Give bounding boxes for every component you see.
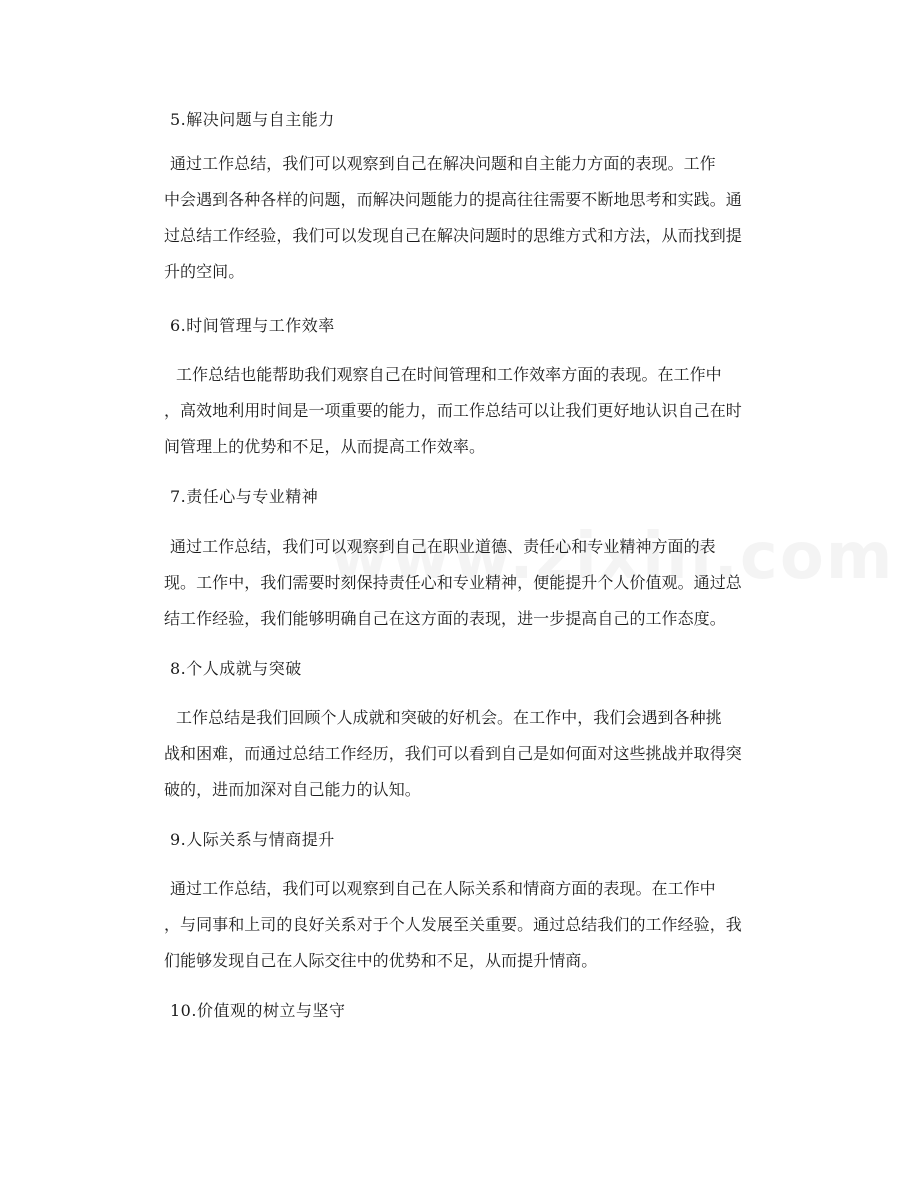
section-heading-10: 10.价值观的树立与坚守	[170, 1001, 346, 1020]
paragraph-line: 结工作经验，我们能够明确自己在这方面的表现，进一步提高自己的工作态度。	[164, 609, 726, 628]
paragraph-line: 工作总结是我们回顾个人成就和突破的好机会。在工作中，我们会遇到各种挑	[176, 708, 722, 727]
paragraph-line: 升的空间。	[164, 262, 245, 281]
paragraph-line: ，与同事和上司的良好关系对于个人发展至关重要。通过总结我们的工作经验，我	[164, 915, 742, 934]
section-paragraph-9	[164, 871, 784, 979]
section-paragraph-8	[164, 700, 784, 808]
watermark-text	[330, 520, 894, 594]
paragraph-line: 们能够发现自己在人际交往中的优势和不足，从而提升情商。	[164, 951, 598, 970]
section-heading-7: 7.责任心与专业精神	[170, 487, 319, 506]
paragraph-line: 工作总结也能帮助我们观察自己在时间管理和工作效率方面的表现。在工作中	[176, 365, 722, 384]
paragraph-line: 间管理上的优势和不足，从而提高工作效率。	[164, 437, 486, 456]
paragraph-line: 通过工作总结，我们可以观察到自己在解决问题和自主能力方面的表现。工作	[170, 154, 716, 173]
paragraph-line: 通过工作总结，我们可以观察到自己在职业道德、责任心和专业精神方面的表	[170, 537, 716, 556]
paragraph-line: 现。工作中，我们需要时刻保持责任心和专业精神，便能提升个人价值观。通过总	[164, 573, 742, 592]
paragraph-line: 中会遇到各种各样的问题，而解决问题能力的提高往往需要不断地思考和实践。通	[164, 190, 742, 209]
section-heading-9: 9.人际关系与情商提升	[170, 830, 335, 849]
section-paragraph-5	[164, 146, 784, 290]
paragraph-line: ，高效地利用时间是一项重要的能力，而工作总结可以让我们更好地认识自己在时	[164, 401, 742, 420]
section-heading-6: 6.时间管理与工作效率	[170, 316, 335, 335]
paragraph-line: 通过工作总结，我们可以观察到自己在人际关系和情商方面的表现。在工作中	[170, 879, 716, 898]
paragraph-line: 过总结工作经验，我们可以发现自己在解决问题时的思维方式和方法，从而找到提	[164, 226, 742, 245]
section-paragraph-6	[164, 357, 784, 465]
paragraph-line: 破的，进而加深对自己能力的认知。	[164, 780, 421, 799]
section-heading-5: 5.解决问题与自主能力	[170, 110, 335, 129]
paragraph-line: 战和困难，而通过总结工作经历，我们可以看到自己是如何面对这些挑战并取得突	[164, 744, 742, 763]
section-heading-8: 8.个人成就与突破	[170, 659, 302, 678]
